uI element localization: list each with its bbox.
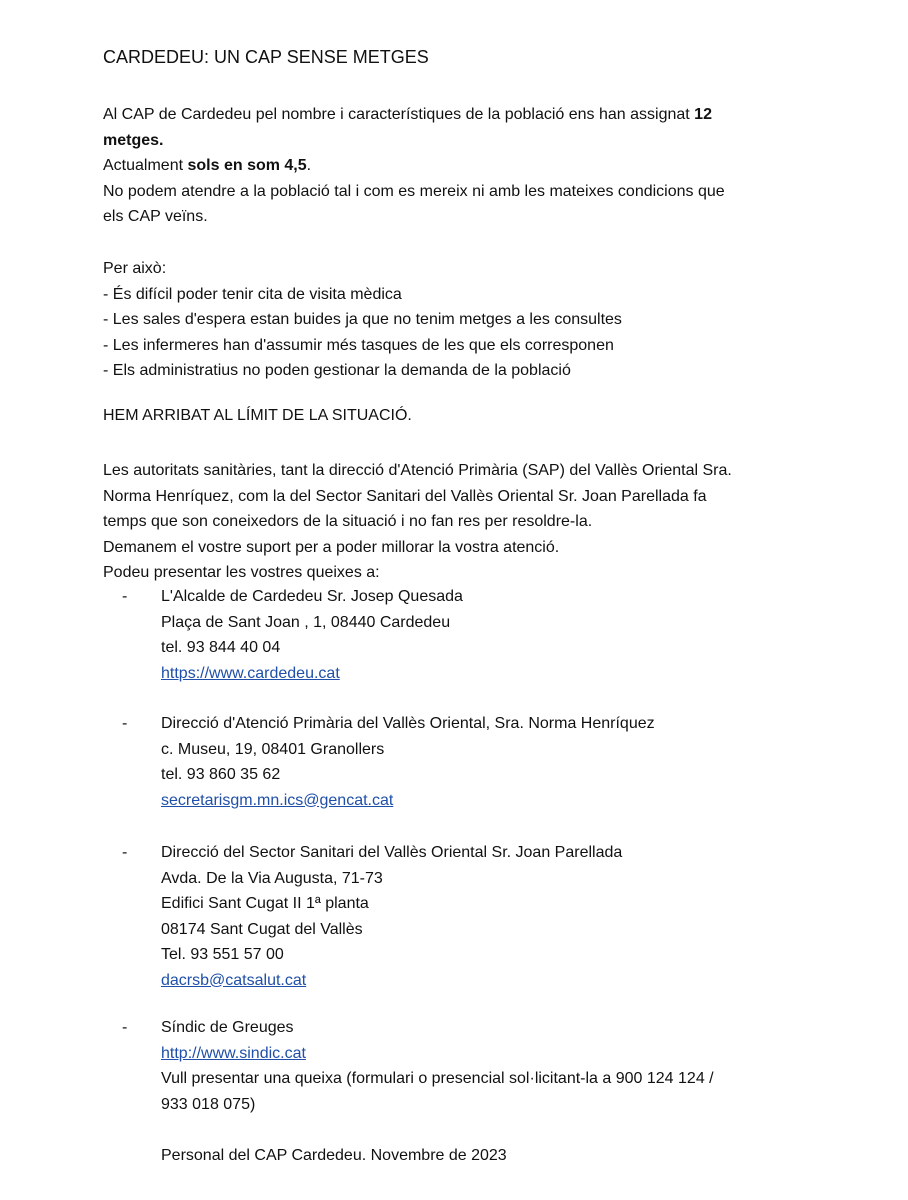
- intro-text: Actualment: [103, 157, 188, 174]
- contact-name: Direcció del Sector Sanitari del Vallès Oriental Sr. Joan Parellada: [161, 844, 623, 861]
- contact-name: L'Alcalde de Cardedeu Sr. Josep Quesada: [161, 588, 463, 605]
- bullet-dash: -: [122, 844, 128, 861]
- intro-line-1: [103, 102, 783, 128]
- intro-line-4: No podem atendre a la població tal i com es mereix ni amb les mateixes condicions que: [103, 182, 725, 200]
- document-title: CARDEDEU: UN CAP SENSE METGES: [103, 47, 429, 67]
- contact-complaint-info: Vull presentar una queixa (formulari o presencial sol·licitant-la a 900 124 124 /: [161, 1070, 714, 1087]
- contact-website-link[interactable]: http://www.sindic.cat: [161, 1044, 306, 1062]
- current-doctors-count: sols en som 4,5: [187, 157, 307, 174]
- contact-email-link[interactable]: secretarisgm.mn.ics@gencat.cat: [161, 791, 394, 809]
- contact-building: Edifici Sant Cugat II 1ª planta: [161, 895, 369, 912]
- consequences-heading: Per això:: [103, 260, 167, 277]
- assigned-doctors-count: 12: [694, 106, 712, 123]
- intro-line-2: [103, 128, 783, 154]
- bullet-dash: -: [122, 588, 128, 605]
- contact-complaint-phone: 933 018 075): [161, 1095, 256, 1113]
- contact-name: Síndic de Greuges: [161, 1019, 294, 1036]
- contact-ombudsman: [122, 1015, 772, 1117]
- contact-health-sector-direction: [122, 840, 772, 993]
- contact-email-link[interactable]: dacrsb@catsalut.cat: [161, 971, 307, 989]
- intro-line-3: [103, 153, 783, 179]
- contact-name: Direcció d'Atenció Primària del Vallès Oriental, Sra. Norma Henríquez: [161, 715, 655, 732]
- contact-city: 08174 Sant Cugat del Vallès: [161, 920, 363, 938]
- intro-text: .: [306, 157, 312, 174]
- bullet-dash: -: [122, 1019, 128, 1036]
- authorities-line: Demanem el vostre suport per a poder millorar la vostra atenció.: [103, 538, 560, 556]
- list-item: - És difícil poder tenir cita de visita mèdica: [103, 285, 402, 303]
- list-item: - Les infermeres han d'assumir més tasques de les que els corresponen: [103, 336, 614, 354]
- contact-address: Avda. De la Via Augusta, 71-73: [161, 869, 383, 887]
- alert-statement: HEM ARRIBAT AL LÍMIT DE LA SITUACIÓ.: [103, 407, 412, 424]
- contact-phone: tel. 93 844 40 04: [161, 639, 281, 656]
- contact-website-link[interactable]: https://www.cardedeu.cat: [161, 664, 340, 682]
- contact-address: Plaça de Sant Joan , 1, 08440 Cardedeu: [161, 613, 451, 631]
- intro-text: Al CAP de Cardedeu pel nombre i característiques de la població ens han assignat: [103, 106, 695, 123]
- authorities-line: Les autoritats sanitàries, tant la direcció d'Atenció Primària (SAP) del Vallès Oriental Sra.: [103, 462, 732, 479]
- authorities-paragraph: [103, 458, 783, 586]
- contact-address: c. Museu, 19, 08401 Granollers: [161, 740, 385, 758]
- intro-paragraph: [103, 102, 783, 230]
- contact-primary-care-direction: [122, 711, 772, 813]
- list-item: - Les sales d'espera estan buides ja que no tenim metges a les consultes: [103, 311, 622, 328]
- contact-mayor: [122, 584, 772, 686]
- contact-phone: Tel. 93 551 57 00: [161, 946, 284, 963]
- list-item: - Els administratius no poden gestionar la demanda de la població: [103, 362, 571, 379]
- consequences-section: [103, 256, 783, 384]
- intro-line-5: els CAP veïns.: [103, 208, 208, 225]
- document-signature: Personal del CAP Cardedeu. Novembre de 2023: [161, 1147, 507, 1164]
- assigned-doctors-unit: metges.: [103, 131, 164, 149]
- bullet-dash: -: [122, 715, 128, 732]
- contact-phone: tel. 93 860 35 62: [161, 766, 281, 783]
- authorities-line: Podeu presentar les vostres queixes a:: [103, 564, 380, 581]
- authorities-line: Norma Henríquez, com la del Sector Sanitari del Vallès Oriental Sr. Joan Parellada fa: [103, 487, 707, 505]
- authorities-line: temps que son coneixedors de la situació i no fan res per resoldre-la.: [103, 513, 593, 530]
